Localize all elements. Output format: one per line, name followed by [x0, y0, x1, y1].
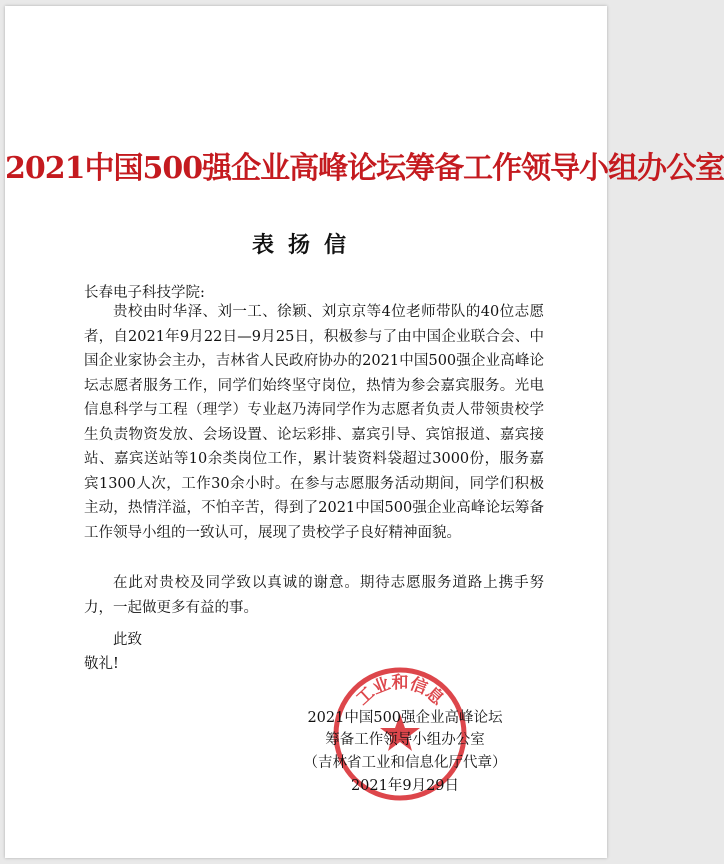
body-paragraph: 贵校由时华泽、刘一工、徐颖、刘京京等4位老师带队的40位志愿者，自2021年9月22日—9月25日，积极参与了由中国企业联合会、中国企业家协会主办，吉林省人民政府协办的2021中国500强企业高峰论坛志愿者服务工作，同学们始终坚守岗位，热情为参会嘉宾服务。光电信息科学与工程（理学）专业赵乃涛同学作为志愿者负责人带领贵校学生负责物资发放、会场设置、论坛彩排、嘉宾引导、宾馆报道、嘉宾接站、嘉宾送站等10余类岗位工作，累计装资料袋超过3000份，服务嘉宾1300人次，工作30余小时。在参与志愿服务活动期间，同学们积极主动，热情洋溢，不怕辛苦，得到了2021中国500强企业高峰论坛筹备工作领导小组的一致认可，展现了贵校学子良好精神面貌。: [84, 304, 544, 541]
seal-text: 工业和信息: [352, 673, 448, 710]
signature-proxy: （吉林省工业和信息化厅代章）: [303, 755, 507, 771]
salutation: 长春电子科技学院:: [84, 285, 205, 301]
signature-office: 筹备工作领导小组办公室: [325, 732, 485, 748]
closing-salute: 敬礼!: [84, 656, 119, 672]
signature-date: 2021年9月29日: [350, 778, 460, 794]
letter-title: 表扬信: [251, 232, 360, 258]
body-paragraph: 在此对贵校及同学致以真诚的谢意。期待志愿服务道路上携手努力，一起做更多有益的事。: [84, 575, 544, 616]
signature-org: 2021中国500强企业高峰论坛: [307, 710, 503, 726]
document-page: [5, 6, 724, 858]
letterhead-title: 2021中国500强企业高峰论坛筹备工作领导小组办公室: [5, 151, 724, 186]
closing-line: 此致: [113, 632, 142, 648]
